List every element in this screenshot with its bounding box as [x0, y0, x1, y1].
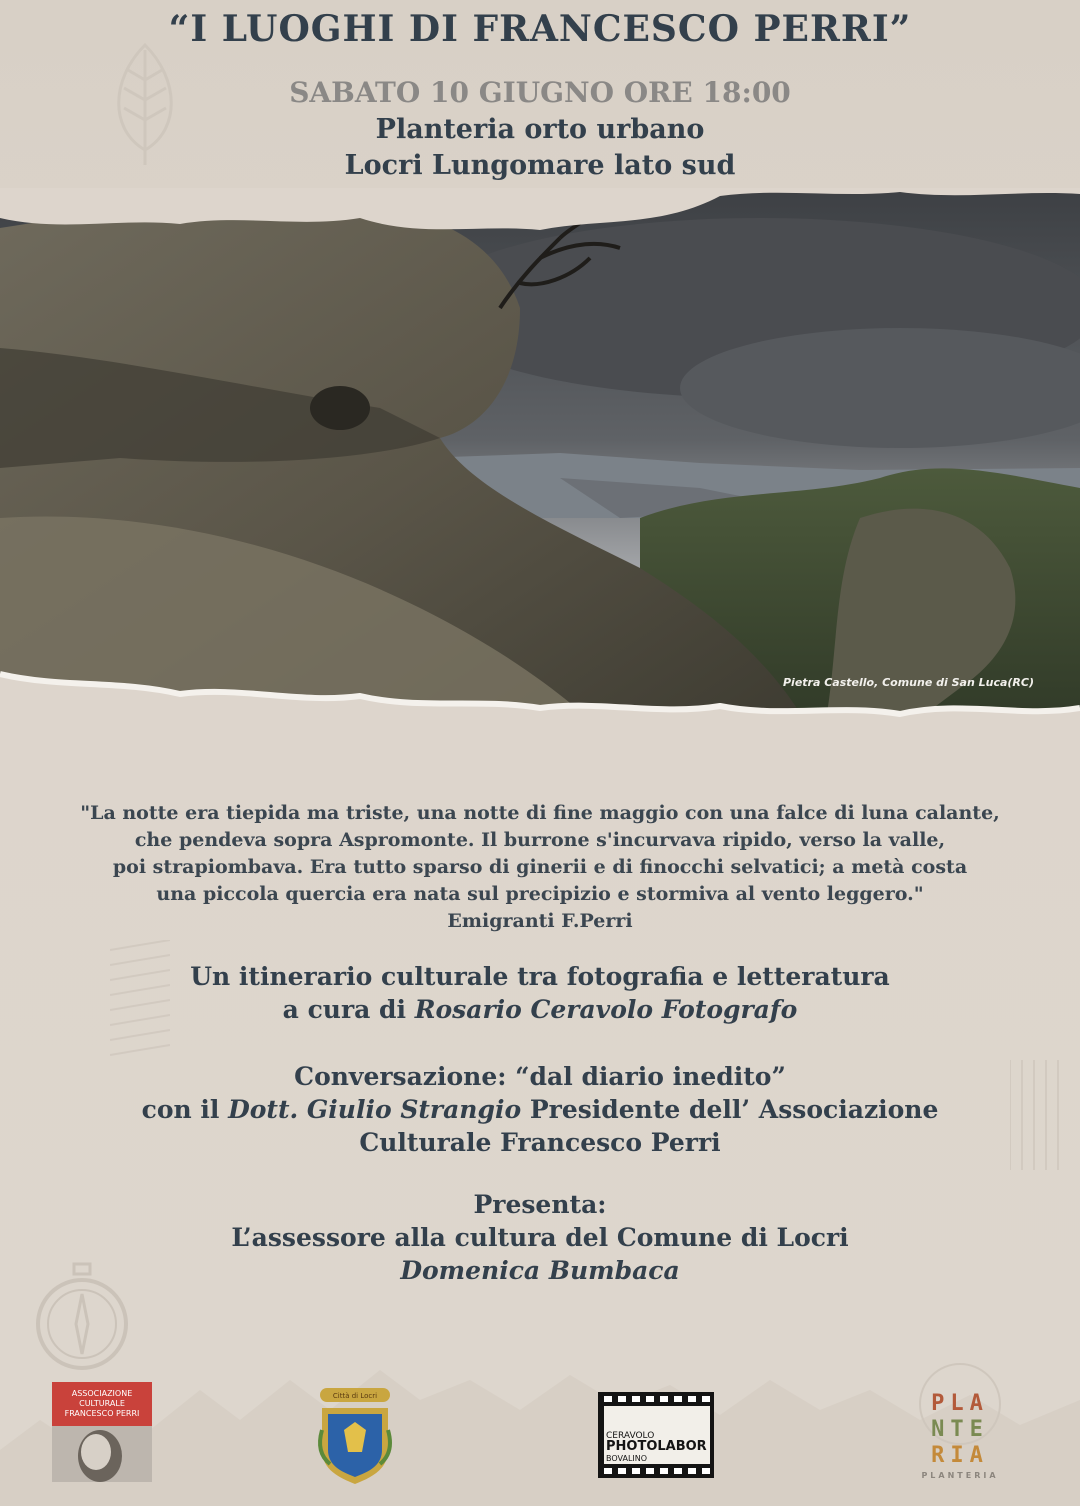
photolabor-text: BOVALINO	[606, 1454, 648, 1463]
itinerary-curator	[0, 993, 1080, 1026]
curator-prefix: a cura di	[282, 995, 415, 1024]
speaker-name: Dott. Giulio Strangio	[228, 1095, 522, 1124]
presenter-name: Domenica Bumbaca	[400, 1256, 680, 1285]
quote-line: poi strapiombava. Era tutto sparso di ginerii e di finocchi selvatici; a metà costa	[112, 856, 968, 878]
photolabor-text: CERAVOLO	[606, 1431, 655, 1441]
photolabor-text: PHOTOLABOR	[606, 1439, 707, 1454]
speaker-role-cont: Culturale Francesco Perri	[359, 1128, 721, 1157]
photolabor-logo	[598, 1392, 714, 1478]
conversation-title: Conversazione: “dal diario inedito”	[294, 1062, 786, 1091]
itinerary-line: Un itinerario culturale tra fotografia e letteratura	[190, 962, 890, 991]
quote-line: "La notte era tiepida ma triste, una notte di fine maggio con una falce di luna calante,	[80, 802, 1000, 824]
event-date: SABATO 10 GIUGNO ORE 18:00	[289, 76, 791, 109]
association-logo	[52, 1382, 152, 1482]
landscape-photo	[0, 188, 1080, 748]
association-logo-text: ASSOCIAZIONE	[71, 1389, 133, 1398]
quote-author: Emigranti F.Perri	[447, 910, 633, 932]
speaker-role: Presidente dell’ Associazione	[521, 1095, 939, 1124]
photo-caption: Pietra Castello, Comune di San Luca(RC)	[782, 676, 1034, 689]
comune-label: Città di Locri	[332, 1392, 378, 1400]
venue-line: Planteria orto urbano	[375, 114, 705, 145]
conversation-speaker	[0, 1093, 1080, 1126]
poster-title: “I LUOGHI DI FRANCESCO PERRI”	[168, 8, 912, 50]
conversation-section	[0, 1060, 1080, 1159]
presenter-label: Presenta:	[473, 1190, 607, 1219]
planteria-logo-name: PLANTERIA	[921, 1471, 999, 1480]
quote-line: che pendeva sopra Aspromonte. Il burrone s'incurvava ripido, verso la valle,	[134, 829, 946, 851]
presenter-section	[0, 1188, 1080, 1287]
speaker-prefix: con il	[141, 1095, 229, 1124]
venue-line: Locri Lungomare lato sud	[344, 150, 736, 181]
sponsor-logos	[0, 1360, 1080, 1506]
quote-line: una piccola quercia era nata sul precipizio e stormiva al vento leggero."	[156, 883, 924, 905]
planteria-logo-text: RIA	[931, 1443, 989, 1468]
event-venue	[0, 112, 1080, 184]
presenter-role: L’assessore alla cultura del Comune di Locri	[231, 1223, 849, 1252]
planteria-logo	[920, 1364, 1000, 1480]
itinerary-section	[0, 960, 1080, 1026]
association-logo-text: CULTURALE	[79, 1399, 125, 1408]
planteria-logo-text: NTE	[931, 1417, 989, 1442]
association-logo-text: FRANCESCO PERRI	[64, 1409, 140, 1418]
literary-quote	[0, 800, 1080, 935]
planteria-logo-text: PLA	[931, 1391, 989, 1416]
curator-name: Rosario Ceravolo Fotografo	[414, 995, 798, 1024]
